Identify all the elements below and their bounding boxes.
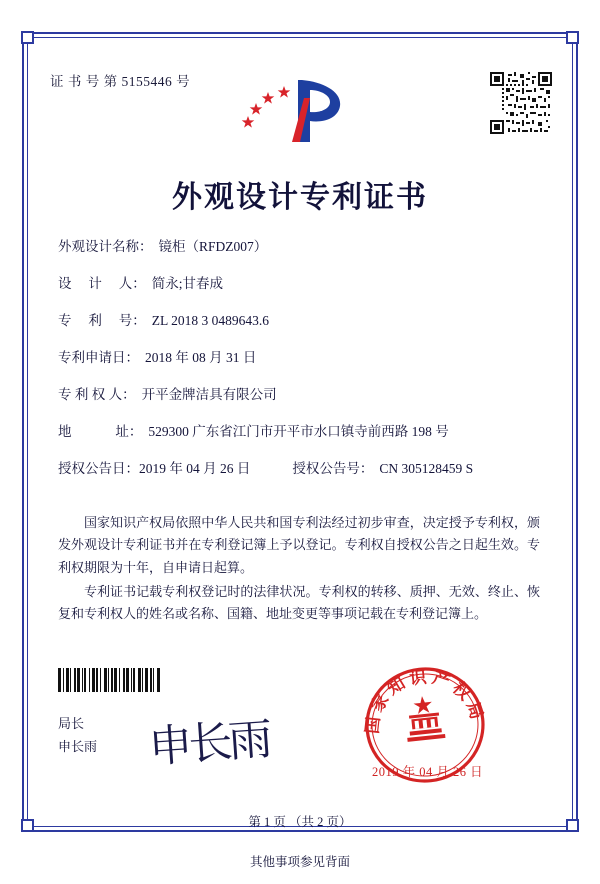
field-patentee bbox=[58, 386, 548, 404]
director-signature: 申长雨 bbox=[146, 713, 271, 774]
corner-ornament-top-right bbox=[566, 31, 579, 44]
grant-date-label: 授权公告日： bbox=[58, 461, 139, 477]
grant-number-value: CN 305128459 S bbox=[379, 461, 474, 477]
field-grant-row bbox=[58, 460, 548, 478]
legal-paragraph-2: 专利证书记载专利权登记时的法律状况。专利权的转移、质押、无效、终止、恢复和专利权人的姓名或名称、国籍、地址变更等事项记载在专利登记簿上。 bbox=[58, 584, 540, 622]
field-design-name bbox=[58, 238, 548, 256]
field-list bbox=[58, 238, 548, 497]
field-label: 专利申请日： bbox=[58, 350, 139, 366]
field-address bbox=[58, 423, 548, 441]
field-value: 镜柜（RFDZ007） bbox=[158, 239, 268, 254]
page-title: 外观设计专利证书 bbox=[172, 180, 428, 215]
cnipa-logo-icon bbox=[240, 76, 360, 148]
director-block bbox=[58, 713, 97, 759]
seal-date: 2019 年 04 月 26 日 bbox=[372, 765, 484, 779]
field-designer bbox=[58, 275, 548, 293]
field-label: 设 计 人： bbox=[58, 276, 146, 292]
field-application-date bbox=[58, 349, 548, 367]
field-label: 外观设计名称： bbox=[58, 239, 153, 254]
page-number: 第 1 页 （共 2 页） bbox=[248, 815, 352, 829]
field-value: 开平金牌洁具有限公司 bbox=[141, 387, 277, 403]
grant-number-label: 授权公告号： bbox=[292, 461, 374, 477]
director-title-label: 局长 bbox=[58, 716, 85, 731]
back-page-note: 其他事项参见背面 bbox=[249, 855, 350, 869]
director-name-label: 申长雨 bbox=[58, 738, 98, 754]
field-value: ZL 2018 3 0489643.6 bbox=[151, 313, 269, 329]
legal-paragraph-1: 国家知识产权局依照中华人民共和国专利法经过初步审查，决定授予专利权，颁发外观设计专利证书并在专利登记簿上予以登记。专利权自授权公告之日起生效。专利权期限为十年，自申请日起算。 bbox=[58, 515, 540, 575]
legal-text bbox=[58, 512, 540, 628]
field-value: 2018 年 08 月 31 日 bbox=[145, 350, 257, 366]
grant-date-value: 2019 年 04 月 26 日 bbox=[139, 461, 251, 477]
field-label: 专 利 权 人： bbox=[58, 387, 136, 403]
field-value: 529300 广东省江门市开平市水口镇寺前西路 198 号 bbox=[148, 424, 449, 440]
barcode bbox=[58, 668, 174, 692]
certificate-number: 证 书 号 第 5155446 号 bbox=[50, 74, 191, 89]
svg-text:国家知识产权局: 国家知识产权局 bbox=[362, 667, 488, 735]
corner-ornament-top-left bbox=[21, 31, 34, 44]
field-label: 地 址： bbox=[58, 424, 143, 440]
field-value: 简永;甘春成 bbox=[151, 276, 224, 292]
qr-code bbox=[490, 72, 552, 134]
grant-number-group bbox=[292, 460, 473, 478]
field-label: 专 利 号： bbox=[58, 313, 146, 329]
field-patent-number bbox=[58, 312, 548, 330]
